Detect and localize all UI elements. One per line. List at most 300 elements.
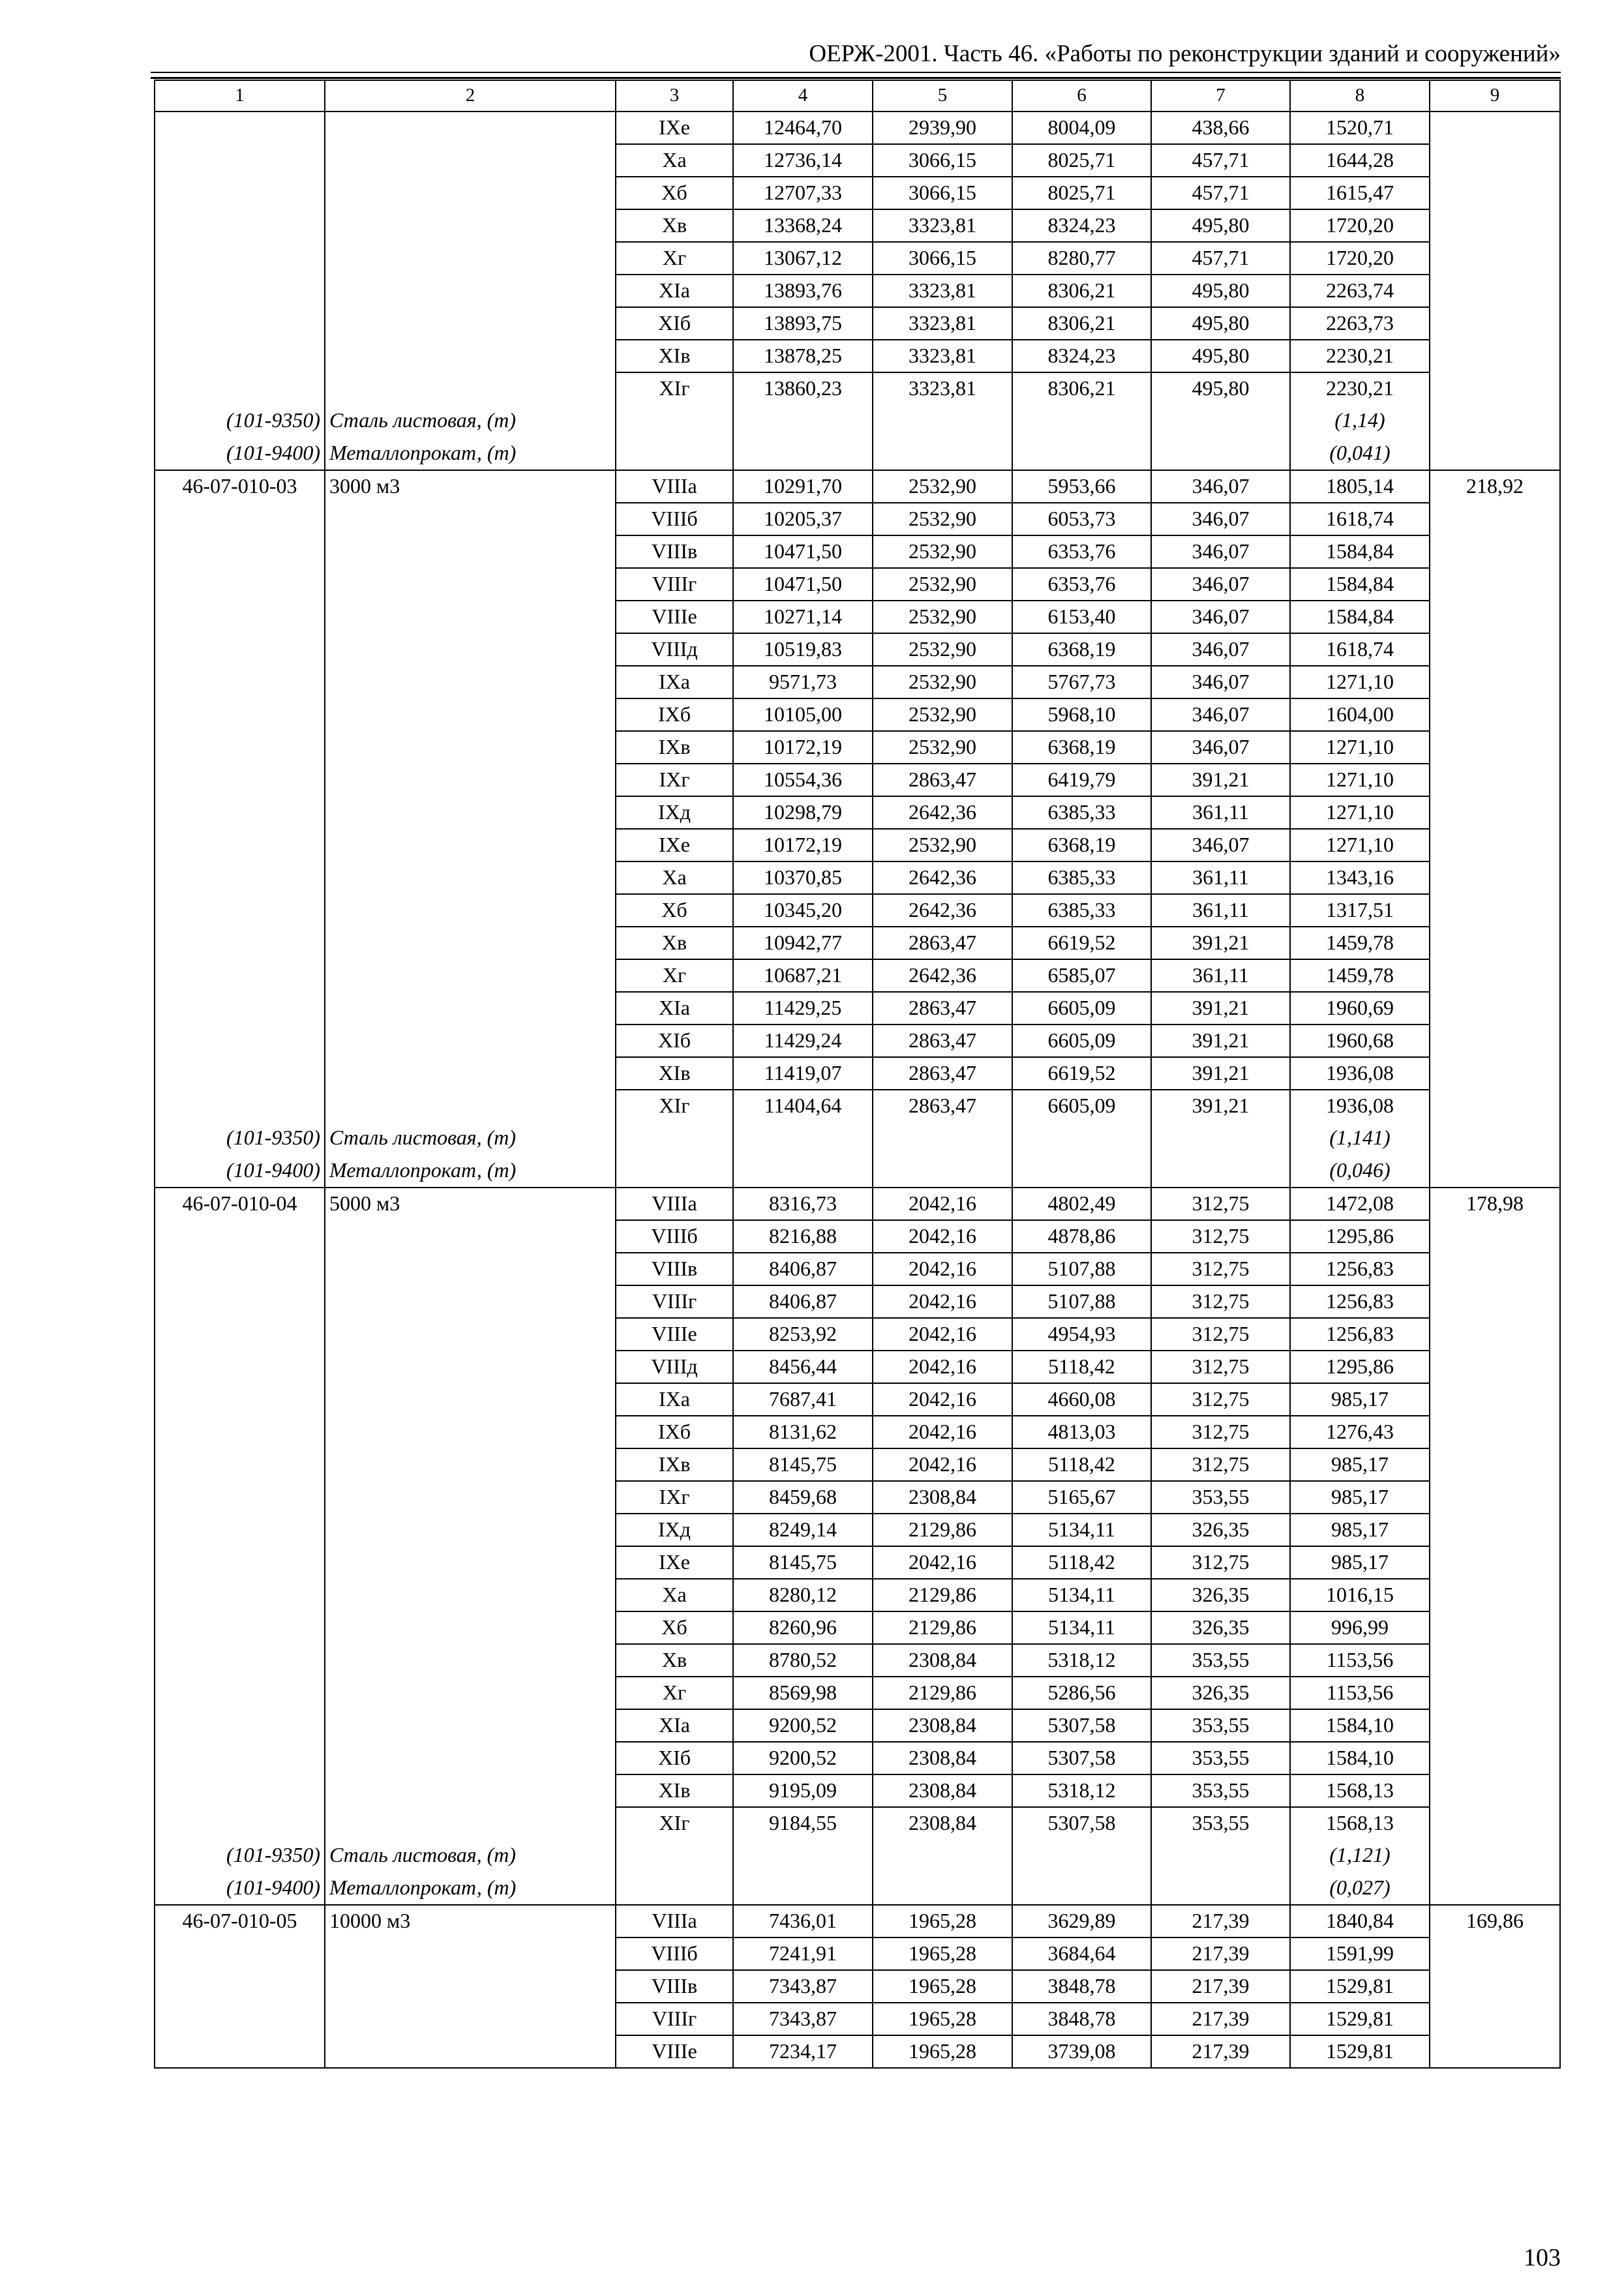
code-cell xyxy=(155,1677,325,1709)
table-row xyxy=(155,1253,1560,1285)
code-cell xyxy=(155,601,325,633)
labor-cell xyxy=(1430,633,1560,666)
total-cost-cell: 8780,52 xyxy=(733,1644,873,1677)
materials-cell: 1618,74 xyxy=(1290,503,1430,535)
machines-cell xyxy=(1012,1872,1151,1905)
operator-wages-cell: 312,75 xyxy=(1151,1351,1290,1383)
machines-cell: 3739,08 xyxy=(1012,2035,1151,2068)
total-cost-cell: 10105,00 xyxy=(733,698,873,731)
name-cell xyxy=(325,1937,616,1970)
zone-cell: VIIIа xyxy=(616,1905,733,1937)
labor-cell xyxy=(1430,209,1560,242)
materials-cell: 1459,78 xyxy=(1290,927,1430,959)
name-cell xyxy=(325,177,616,209)
operator-wages-cell: 346,07 xyxy=(1151,568,1290,601)
labor-cell xyxy=(1430,1807,1560,1840)
total-cost-cell: 12736,14 xyxy=(733,144,873,177)
materials-cell: 1568,13 xyxy=(1290,1774,1430,1807)
machines-cell xyxy=(1012,438,1151,470)
wages-cell: 3323,81 xyxy=(873,307,1012,340)
labor-cell xyxy=(1430,927,1560,959)
name-cell xyxy=(325,1546,616,1579)
wages-cell: 2642,36 xyxy=(873,894,1012,927)
table-row xyxy=(155,340,1560,372)
machines-cell: 5307,58 xyxy=(1012,1709,1151,1742)
materials-cell: 1295,86 xyxy=(1290,1351,1430,1383)
operator-wages-cell: 391,21 xyxy=(1151,764,1290,796)
table-row xyxy=(155,1709,1560,1742)
labor-cell xyxy=(1430,340,1560,372)
total-cost-cell xyxy=(733,1155,873,1188)
labor-cell xyxy=(1430,1677,1560,1709)
table-row xyxy=(155,959,1560,992)
name-cell xyxy=(325,861,616,894)
total-cost-cell: 10291,70 xyxy=(733,470,873,503)
code-cell xyxy=(155,1448,325,1481)
materials-cell: 1618,74 xyxy=(1290,633,1430,666)
materials-cell: 1153,56 xyxy=(1290,1677,1430,1709)
wages-cell: 1965,28 xyxy=(873,1905,1012,1937)
machines-cell: 8306,21 xyxy=(1012,372,1151,405)
wages-cell: 2642,36 xyxy=(873,861,1012,894)
code-cell xyxy=(155,698,325,731)
wages-cell: 2042,16 xyxy=(873,1253,1012,1285)
materials-cell: 1256,83 xyxy=(1290,1285,1430,1318)
machines-cell: 4802,49 xyxy=(1012,1188,1151,1220)
wages-cell xyxy=(873,438,1012,470)
zone-cell: IXб xyxy=(616,1416,733,1448)
zone-cell: VIIIд xyxy=(616,1351,733,1383)
total-cost-cell: 12707,33 xyxy=(733,177,873,209)
code-cell xyxy=(155,894,325,927)
zone-cell: Xг xyxy=(616,959,733,992)
operator-wages-cell: 353,55 xyxy=(1151,1742,1290,1774)
materials-cell: 1343,16 xyxy=(1290,861,1430,894)
wages-cell: 2532,90 xyxy=(873,633,1012,666)
operator-wages-cell: 346,07 xyxy=(1151,535,1290,568)
machines-cell: 5134,11 xyxy=(1012,1579,1151,1611)
code-cell xyxy=(155,1090,325,1122)
code-cell xyxy=(155,927,325,959)
wages-cell: 1965,28 xyxy=(873,2035,1012,2068)
machines-cell: 4954,93 xyxy=(1012,1318,1151,1351)
operator-wages-cell: 217,39 xyxy=(1151,2003,1290,2035)
wages-cell: 2532,90 xyxy=(873,503,1012,535)
code-cell xyxy=(155,666,325,698)
total-cost-cell: 9195,09 xyxy=(733,1774,873,1807)
total-cost-cell: 7241,91 xyxy=(733,1937,873,1970)
total-cost-cell: 8569,98 xyxy=(733,1677,873,1709)
machines-cell: 6153,40 xyxy=(1012,601,1151,633)
labor-cell xyxy=(1430,796,1560,829)
materials-cell: 1584,84 xyxy=(1290,568,1430,601)
name-cell: 10000 м3 xyxy=(325,1905,616,1937)
code-cell xyxy=(155,144,325,177)
labor-cell xyxy=(1430,829,1560,861)
materials-cell: 1271,10 xyxy=(1290,796,1430,829)
total-cost-cell: 9200,52 xyxy=(733,1709,873,1742)
total-cost-cell: 12464,70 xyxy=(733,112,873,144)
operator-wages-cell: 217,39 xyxy=(1151,1970,1290,2003)
code-cell xyxy=(155,2003,325,2035)
operator-wages-cell xyxy=(1151,438,1290,470)
total-cost-cell: 8249,14 xyxy=(733,1514,873,1546)
wages-cell: 3323,81 xyxy=(873,209,1012,242)
zone-cell: VIIIв xyxy=(616,1970,733,2003)
machines-cell: 6605,09 xyxy=(1012,992,1151,1025)
table-row xyxy=(155,1970,1560,2003)
wages-cell: 2532,90 xyxy=(873,535,1012,568)
name-cell xyxy=(325,1351,616,1383)
machines-cell: 8306,21 xyxy=(1012,307,1151,340)
name-cell xyxy=(325,1611,616,1644)
table-row xyxy=(155,1481,1560,1514)
machines-cell: 6368,19 xyxy=(1012,633,1151,666)
operator-wages-cell: 495,80 xyxy=(1151,307,1290,340)
zone-cell: VIIIа xyxy=(616,1188,733,1220)
wages-cell: 2308,84 xyxy=(873,1742,1012,1774)
operator-wages-cell: 346,07 xyxy=(1151,829,1290,861)
machines-cell: 5307,58 xyxy=(1012,1807,1151,1840)
zone-cell: VIIIа xyxy=(616,470,733,503)
total-cost-cell: 10687,21 xyxy=(733,959,873,992)
name-cell xyxy=(325,1970,616,2003)
table-row xyxy=(155,1057,1560,1090)
operator-wages-cell: 391,21 xyxy=(1151,1057,1290,1090)
operator-wages-cell: 312,75 xyxy=(1151,1188,1290,1220)
zone-cell: IXе xyxy=(616,829,733,861)
wages-cell xyxy=(873,1155,1012,1188)
operator-wages-cell xyxy=(1151,1155,1290,1188)
materials-cell: 1529,81 xyxy=(1290,2035,1430,2068)
operator-wages-cell: 312,75 xyxy=(1151,1546,1290,1579)
page-header: ОЕРЖ-2001. Часть 46. «Работы по реконструкции зданий и сооружений» xyxy=(809,40,1561,67)
name-cell xyxy=(325,1383,616,1416)
wages-cell: 3323,81 xyxy=(873,275,1012,307)
materials-cell: 1840,84 xyxy=(1290,1905,1430,1937)
materials-cell: 1472,08 xyxy=(1290,1188,1430,1220)
code-cell xyxy=(155,1709,325,1742)
name-cell xyxy=(325,1807,616,1840)
wages-cell: 2042,16 xyxy=(873,1448,1012,1481)
wages-cell: 2863,47 xyxy=(873,927,1012,959)
header-rule-thick xyxy=(151,77,1561,79)
machines-cell: 8324,23 xyxy=(1012,340,1151,372)
column-number: 3 xyxy=(616,80,733,112)
column-number-row xyxy=(155,80,1560,112)
code-cell xyxy=(155,959,325,992)
name-cell xyxy=(325,1774,616,1807)
operator-wages-cell: 312,75 xyxy=(1151,1448,1290,1481)
table-row xyxy=(155,112,1560,144)
labor-cell xyxy=(1430,405,1560,438)
machines-cell: 8004,09 xyxy=(1012,112,1151,144)
table-row xyxy=(155,372,1560,405)
labor-cell xyxy=(1430,1514,1560,1546)
code-cell xyxy=(155,112,325,144)
code-cell xyxy=(155,1481,325,1514)
wages-cell xyxy=(873,1872,1012,1905)
table-row xyxy=(155,1579,1560,1611)
operator-wages-cell: 346,07 xyxy=(1151,470,1290,503)
operator-wages-cell: 457,71 xyxy=(1151,144,1290,177)
labor-cell xyxy=(1430,1481,1560,1514)
labor-cell xyxy=(1430,992,1560,1025)
zone-cell: Xв xyxy=(616,1644,733,1677)
name-cell xyxy=(325,112,616,144)
zone-cell: XIг xyxy=(616,1090,733,1122)
labor-cell xyxy=(1430,568,1560,601)
wages-cell: 1965,28 xyxy=(873,1970,1012,2003)
operator-wages-cell: 346,07 xyxy=(1151,601,1290,633)
labor-cell xyxy=(1430,1546,1560,1579)
machines-cell: 6605,09 xyxy=(1012,1090,1151,1122)
material-row xyxy=(155,405,1560,438)
materials-cell: 985,17 xyxy=(1290,1448,1430,1481)
table-row xyxy=(155,1546,1560,1579)
machines-cell: 6585,07 xyxy=(1012,959,1151,992)
materials-cell: 2263,74 xyxy=(1290,275,1430,307)
name-cell xyxy=(325,666,616,698)
machines-cell: 6385,33 xyxy=(1012,796,1151,829)
code-cell xyxy=(155,1970,325,2003)
wages-cell: 2042,16 xyxy=(873,1285,1012,1318)
wages-cell: 2308,84 xyxy=(873,1644,1012,1677)
machines-cell: 8025,71 xyxy=(1012,177,1151,209)
code-cell: (101-9350) xyxy=(155,405,325,438)
operator-wages-cell: 326,35 xyxy=(1151,1611,1290,1644)
table-row xyxy=(155,1774,1560,1807)
name-cell xyxy=(325,1253,616,1285)
wages-cell: 2042,16 xyxy=(873,1351,1012,1383)
wages-cell: 3323,81 xyxy=(873,372,1012,405)
name-cell xyxy=(325,927,616,959)
zone-cell: IXа xyxy=(616,1383,733,1416)
wages-cell xyxy=(873,1840,1012,1872)
table-row xyxy=(155,861,1560,894)
labor-cell xyxy=(1430,242,1560,275)
materials-cell: 1936,08 xyxy=(1290,1057,1430,1090)
name-cell xyxy=(325,1416,616,1448)
labor-cell xyxy=(1430,698,1560,731)
total-cost-cell: 13878,25 xyxy=(733,340,873,372)
name-cell xyxy=(325,209,616,242)
machines-cell: 6619,52 xyxy=(1012,927,1151,959)
table-row xyxy=(155,1416,1560,1448)
wages-cell: 2863,47 xyxy=(873,1090,1012,1122)
table-row xyxy=(155,1742,1560,1774)
materials-cell: 1805,14 xyxy=(1290,470,1430,503)
materials-cell: 1936,08 xyxy=(1290,1090,1430,1122)
table-row xyxy=(155,568,1560,601)
wages-cell: 2642,36 xyxy=(873,796,1012,829)
wages-cell: 2129,86 xyxy=(873,1611,1012,1644)
operator-wages-cell: 391,21 xyxy=(1151,1090,1290,1122)
zone-cell: VIIIг xyxy=(616,2003,733,2035)
name-cell xyxy=(325,535,616,568)
labor-cell xyxy=(1430,601,1560,633)
code-cell xyxy=(155,764,325,796)
operator-wages-cell: 495,80 xyxy=(1151,275,1290,307)
labor-cell xyxy=(1430,1253,1560,1285)
zone-cell: VIIIб xyxy=(616,1220,733,1253)
wages-cell: 2308,84 xyxy=(873,1481,1012,1514)
table-row xyxy=(155,2035,1560,2068)
labor-cell xyxy=(1430,1383,1560,1416)
total-cost-cell xyxy=(733,405,873,438)
labor-cell xyxy=(1430,1774,1560,1807)
total-cost-cell: 10370,85 xyxy=(733,861,873,894)
table-row xyxy=(155,1514,1560,1546)
code-cell xyxy=(155,307,325,340)
total-cost-cell: 10298,79 xyxy=(733,796,873,829)
table-row xyxy=(155,698,1560,731)
column-number: 1 xyxy=(155,80,325,112)
wages-cell: 2642,36 xyxy=(873,959,1012,992)
materials-cell: (1,141) xyxy=(1290,1122,1430,1155)
code-cell xyxy=(155,242,325,275)
code-cell: 46-07-010-04 xyxy=(155,1188,325,1220)
zone-cell: VIIIе xyxy=(616,2035,733,2068)
table-row xyxy=(155,535,1560,568)
code-cell xyxy=(155,1416,325,1448)
code-cell xyxy=(155,1057,325,1090)
operator-wages-cell: 361,11 xyxy=(1151,796,1290,829)
labor-cell xyxy=(1430,894,1560,927)
zone-cell: Xб xyxy=(616,894,733,927)
code-cell xyxy=(155,1644,325,1677)
code-cell xyxy=(155,796,325,829)
wages-cell: 2042,16 xyxy=(873,1416,1012,1448)
machines-cell: 3848,78 xyxy=(1012,2003,1151,2035)
code-cell xyxy=(155,861,325,894)
total-cost-cell: 8280,12 xyxy=(733,1579,873,1611)
code-cell xyxy=(155,340,325,372)
total-cost-cell: 10345,20 xyxy=(733,894,873,927)
machines-cell: 5318,12 xyxy=(1012,1774,1151,1807)
materials-cell: 1584,84 xyxy=(1290,601,1430,633)
code-cell xyxy=(155,1351,325,1383)
operator-wages-cell: 312,75 xyxy=(1151,1220,1290,1253)
wages-cell: 2129,86 xyxy=(873,1579,1012,1611)
total-cost-cell: 13893,75 xyxy=(733,307,873,340)
total-cost-cell: 8456,44 xyxy=(733,1351,873,1383)
machines-cell: 5118,42 xyxy=(1012,1448,1151,1481)
labor-cell xyxy=(1430,1709,1560,1742)
materials-cell: 996,99 xyxy=(1290,1611,1430,1644)
operator-wages-cell: 346,07 xyxy=(1151,633,1290,666)
total-cost-cell: 8406,87 xyxy=(733,1253,873,1285)
machines-cell: 4878,86 xyxy=(1012,1220,1151,1253)
materials-cell: (0,027) xyxy=(1290,1872,1430,1905)
code-cell xyxy=(155,1514,325,1546)
zone-cell: IXд xyxy=(616,796,733,829)
total-cost-cell: 10471,50 xyxy=(733,535,873,568)
wages-cell: 2042,16 xyxy=(873,1318,1012,1351)
zone-cell: VIIIб xyxy=(616,1937,733,1970)
operator-wages-cell: 361,11 xyxy=(1151,894,1290,927)
wages-cell: 2308,84 xyxy=(873,1774,1012,1807)
operator-wages-cell xyxy=(1151,405,1290,438)
code-cell xyxy=(155,1742,325,1774)
page-number: 103 xyxy=(1524,2244,1561,2271)
operator-wages-cell: 312,75 xyxy=(1151,1318,1290,1351)
table-row xyxy=(155,927,1560,959)
material-row xyxy=(155,438,1560,470)
column-number: 5 xyxy=(873,80,1012,112)
table-row xyxy=(155,992,1560,1025)
table-row xyxy=(155,894,1560,927)
code-cell xyxy=(155,1383,325,1416)
labor-cell: 169,86 xyxy=(1430,1905,1560,1937)
materials-cell: 2230,21 xyxy=(1290,372,1430,405)
labor-cell xyxy=(1430,1840,1560,1872)
total-cost-cell: 8216,88 xyxy=(733,1220,873,1253)
labor-cell xyxy=(1430,1122,1560,1155)
total-cost-cell: 8145,75 xyxy=(733,1448,873,1481)
zone-cell: IXг xyxy=(616,764,733,796)
wages-cell: 2532,90 xyxy=(873,666,1012,698)
name-cell xyxy=(325,1481,616,1514)
zone-cell xyxy=(616,1840,733,1872)
machines-cell: 6605,09 xyxy=(1012,1025,1151,1057)
materials-cell: 1644,28 xyxy=(1290,144,1430,177)
materials-cell: 1720,20 xyxy=(1290,242,1430,275)
code-cell xyxy=(155,503,325,535)
machines-cell xyxy=(1012,1122,1151,1155)
operator-wages-cell: 457,71 xyxy=(1151,177,1290,209)
labor-cell xyxy=(1430,1872,1560,1905)
machines-cell: 4813,03 xyxy=(1012,1416,1151,1448)
total-cost-cell: 11419,07 xyxy=(733,1057,873,1090)
zone-cell xyxy=(616,1155,733,1188)
code-cell: (101-9350) xyxy=(155,1840,325,1872)
materials-cell: 1568,13 xyxy=(1290,1807,1430,1840)
labor-cell xyxy=(1430,275,1560,307)
machines-cell: 3848,78 xyxy=(1012,1970,1151,2003)
machines-cell xyxy=(1012,405,1151,438)
operator-wages-cell: 346,07 xyxy=(1151,666,1290,698)
name-cell xyxy=(325,1644,616,1677)
total-cost-cell: 11429,25 xyxy=(733,992,873,1025)
operator-wages-cell: 312,75 xyxy=(1151,1253,1290,1285)
table-row xyxy=(155,1351,1560,1383)
operator-wages-cell: 391,21 xyxy=(1151,992,1290,1025)
wages-cell: 2863,47 xyxy=(873,764,1012,796)
operator-wages-cell: 217,39 xyxy=(1151,2035,1290,2068)
operator-wages-cell: 391,21 xyxy=(1151,927,1290,959)
zone-cell: XIб xyxy=(616,1742,733,1774)
operator-wages-cell: 312,75 xyxy=(1151,1416,1290,1448)
name-cell: Сталь листовая, (т) xyxy=(325,405,616,438)
materials-cell: (1,121) xyxy=(1290,1840,1430,1872)
materials-cell: 1584,10 xyxy=(1290,1709,1430,1742)
total-cost-cell: 8260,96 xyxy=(733,1611,873,1644)
operator-wages-cell: 326,35 xyxy=(1151,1677,1290,1709)
total-cost-cell: 7687,41 xyxy=(733,1383,873,1416)
material-row xyxy=(155,1872,1560,1905)
machines-cell: 5107,88 xyxy=(1012,1253,1151,1285)
labor-cell xyxy=(1430,1970,1560,2003)
total-cost-cell: 9184,55 xyxy=(733,1807,873,1840)
total-cost-cell: 10172,19 xyxy=(733,829,873,861)
operator-wages-cell: 391,21 xyxy=(1151,1025,1290,1057)
code-cell xyxy=(155,633,325,666)
operator-wages-cell: 346,07 xyxy=(1151,503,1290,535)
total-cost-cell: 10271,14 xyxy=(733,601,873,633)
wages-cell: 2863,47 xyxy=(873,992,1012,1025)
zone-cell: Xа xyxy=(616,1579,733,1611)
